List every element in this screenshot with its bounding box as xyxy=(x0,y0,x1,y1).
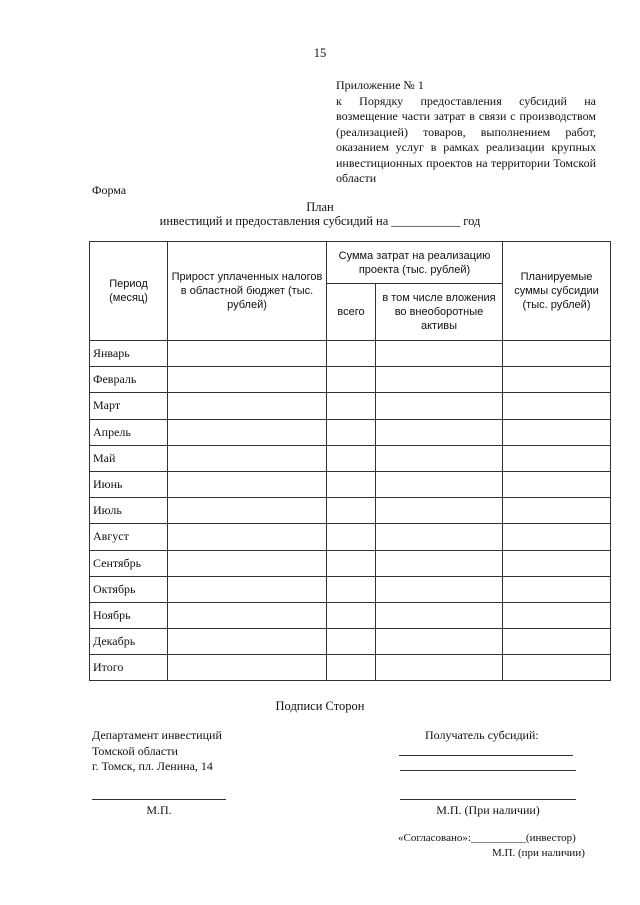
planned-subsidies-cell[interactable] xyxy=(503,550,611,576)
costs-total-cell[interactable] xyxy=(327,498,376,524)
tax-growth-cell[interactable] xyxy=(168,576,327,602)
table-row xyxy=(90,629,611,655)
costs-noncurrent-cell[interactable] xyxy=(376,471,503,497)
planned-subsidies-cell[interactable] xyxy=(503,393,611,419)
department-line-1: Департамент инвестиций xyxy=(92,728,222,742)
page-number: 15 xyxy=(313,46,327,60)
costs-noncurrent-cell[interactable] xyxy=(376,393,503,419)
table-row xyxy=(90,655,611,681)
recipient-signature-line-2 xyxy=(400,770,576,771)
table-row xyxy=(90,419,611,445)
planned-subsidies-cell[interactable] xyxy=(503,524,611,550)
month-cell: Ноябрь xyxy=(90,602,168,628)
tax-growth-cell[interactable] xyxy=(168,445,327,471)
month-cell: Июль xyxy=(90,498,168,524)
costs-noncurrent-cell[interactable] xyxy=(376,367,503,393)
tax-growth-cell[interactable] xyxy=(168,341,327,367)
table-row xyxy=(90,524,611,550)
header-costs-total: всего xyxy=(327,284,376,341)
table-row xyxy=(90,367,611,393)
planned-subsidies-cell[interactable] xyxy=(503,655,611,681)
costs-total-cell[interactable] xyxy=(327,629,376,655)
plan-subtitle: инвестиций и предоставления субсидий на ___________ год xyxy=(159,214,481,228)
tax-growth-cell[interactable] xyxy=(168,602,327,628)
tax-growth-cell[interactable] xyxy=(168,419,327,445)
appendix-title: Приложение № 1 xyxy=(336,78,424,92)
costs-noncurrent-cell[interactable] xyxy=(376,524,503,550)
costs-total-cell[interactable] xyxy=(327,445,376,471)
costs-noncurrent-cell[interactable] xyxy=(376,419,503,445)
month-cell: Октябрь xyxy=(90,576,168,602)
table-row xyxy=(90,576,611,602)
month-cell: Июнь xyxy=(90,471,168,497)
month-cell: Февраль xyxy=(90,367,168,393)
month-cell: Декабрь xyxy=(90,629,168,655)
stamp-left: М.П. xyxy=(146,803,172,817)
costs-total-cell[interactable] xyxy=(327,393,376,419)
planned-subsidies-cell[interactable] xyxy=(503,341,611,367)
costs-total-cell[interactable] xyxy=(327,524,376,550)
costs-noncurrent-cell[interactable] xyxy=(376,576,503,602)
month-cell: Март xyxy=(90,393,168,419)
table-row xyxy=(90,602,611,628)
month-cell: Апрель xyxy=(90,419,168,445)
month-cell: Итого xyxy=(90,655,168,681)
tax-growth-cell[interactable] xyxy=(168,524,327,550)
month-cell: Май xyxy=(90,445,168,471)
planned-subsidies-cell[interactable] xyxy=(503,419,611,445)
table-row xyxy=(90,471,611,497)
header-planned-subsidies: Планируемые суммы субсидии (тыс. рублей) xyxy=(503,242,611,341)
planned-subsidies-cell[interactable] xyxy=(503,576,611,602)
costs-noncurrent-cell[interactable] xyxy=(376,550,503,576)
costs-noncurrent-cell[interactable] xyxy=(376,602,503,628)
costs-total-cell[interactable] xyxy=(327,367,376,393)
header-period: Период (месяц) xyxy=(90,242,168,341)
costs-noncurrent-cell[interactable] xyxy=(376,445,503,471)
month-cell: Сентябрь xyxy=(90,550,168,576)
costs-total-cell[interactable] xyxy=(327,655,376,681)
month-cell: Январь xyxy=(90,341,168,367)
form-label: Форма xyxy=(92,183,127,197)
costs-total-cell[interactable] xyxy=(327,471,376,497)
table-row xyxy=(90,393,611,419)
tax-growth-cell[interactable] xyxy=(168,655,327,681)
table-row xyxy=(90,550,611,576)
costs-total-cell[interactable] xyxy=(327,341,376,367)
recipient-signature-line-1 xyxy=(399,755,573,756)
costs-total-cell[interactable] xyxy=(327,419,376,445)
department-line-3: г. Томск, пл. Ленина, 14 xyxy=(92,759,213,773)
signatures-title: Подписи Сторон xyxy=(275,699,365,713)
tax-growth-cell[interactable] xyxy=(168,498,327,524)
costs-total-cell[interactable] xyxy=(327,602,376,628)
department-signature-line xyxy=(92,799,226,800)
planned-subsidies-cell[interactable] xyxy=(503,445,611,471)
department-line-2: Томской области xyxy=(92,743,178,758)
planned-subsidies-cell[interactable] xyxy=(503,602,611,628)
tax-growth-cell[interactable] xyxy=(168,393,327,419)
table-row xyxy=(90,341,611,367)
table-body xyxy=(90,341,611,681)
header-costs-noncurrent: в том числе вложения во внеоборотные активы xyxy=(376,284,503,341)
planned-subsidies-cell[interactable] xyxy=(503,498,611,524)
costs-total-cell[interactable] xyxy=(327,550,376,576)
appendix-block xyxy=(336,78,596,187)
tax-growth-cell[interactable] xyxy=(168,471,327,497)
table-row xyxy=(90,445,611,471)
costs-noncurrent-cell[interactable] xyxy=(376,341,503,367)
agreed-stamp: М.П. (при наличии) xyxy=(492,847,585,859)
tax-growth-cell[interactable] xyxy=(168,367,327,393)
plan-title: План xyxy=(306,200,334,214)
tax-growth-cell[interactable] xyxy=(168,629,327,655)
month-cell: Август xyxy=(90,524,168,550)
planned-subsidies-cell[interactable] xyxy=(503,367,611,393)
appendix-body: к Порядку предоставления субсидий на возмещение части затрат в связи с производством (реализацией) товаров, выполнением работ, оказанием услуг в рамках реализации крупных инвестиционных проектов на территории Томской области xyxy=(336,93,596,185)
costs-noncurrent-cell[interactable] xyxy=(376,629,503,655)
table-row xyxy=(90,498,611,524)
header-costs: Сумма затрат на реализацию проекта (тыс. рублей) xyxy=(327,242,503,284)
planned-subsidies-cell[interactable] xyxy=(503,629,611,655)
costs-noncurrent-cell[interactable] xyxy=(376,498,503,524)
tax-growth-cell[interactable] xyxy=(168,550,327,576)
costs-noncurrent-cell[interactable] xyxy=(376,655,503,681)
costs-total-cell[interactable] xyxy=(327,576,376,602)
header-tax-growth: Прирост уплаченных налогов в областной бюджет (тыс. рублей) xyxy=(168,242,327,341)
planned-subsidies-cell[interactable] xyxy=(503,471,611,497)
recipient-label: Получатель субсидий: xyxy=(425,728,539,742)
recipient-signature-line-3 xyxy=(400,799,576,800)
stamp-right: М.П. (При наличии) xyxy=(436,803,540,817)
plan-table xyxy=(89,241,611,681)
department-block xyxy=(92,728,222,775)
agreed-investor: «Согласовано»:__________(инвестор) xyxy=(398,832,576,844)
